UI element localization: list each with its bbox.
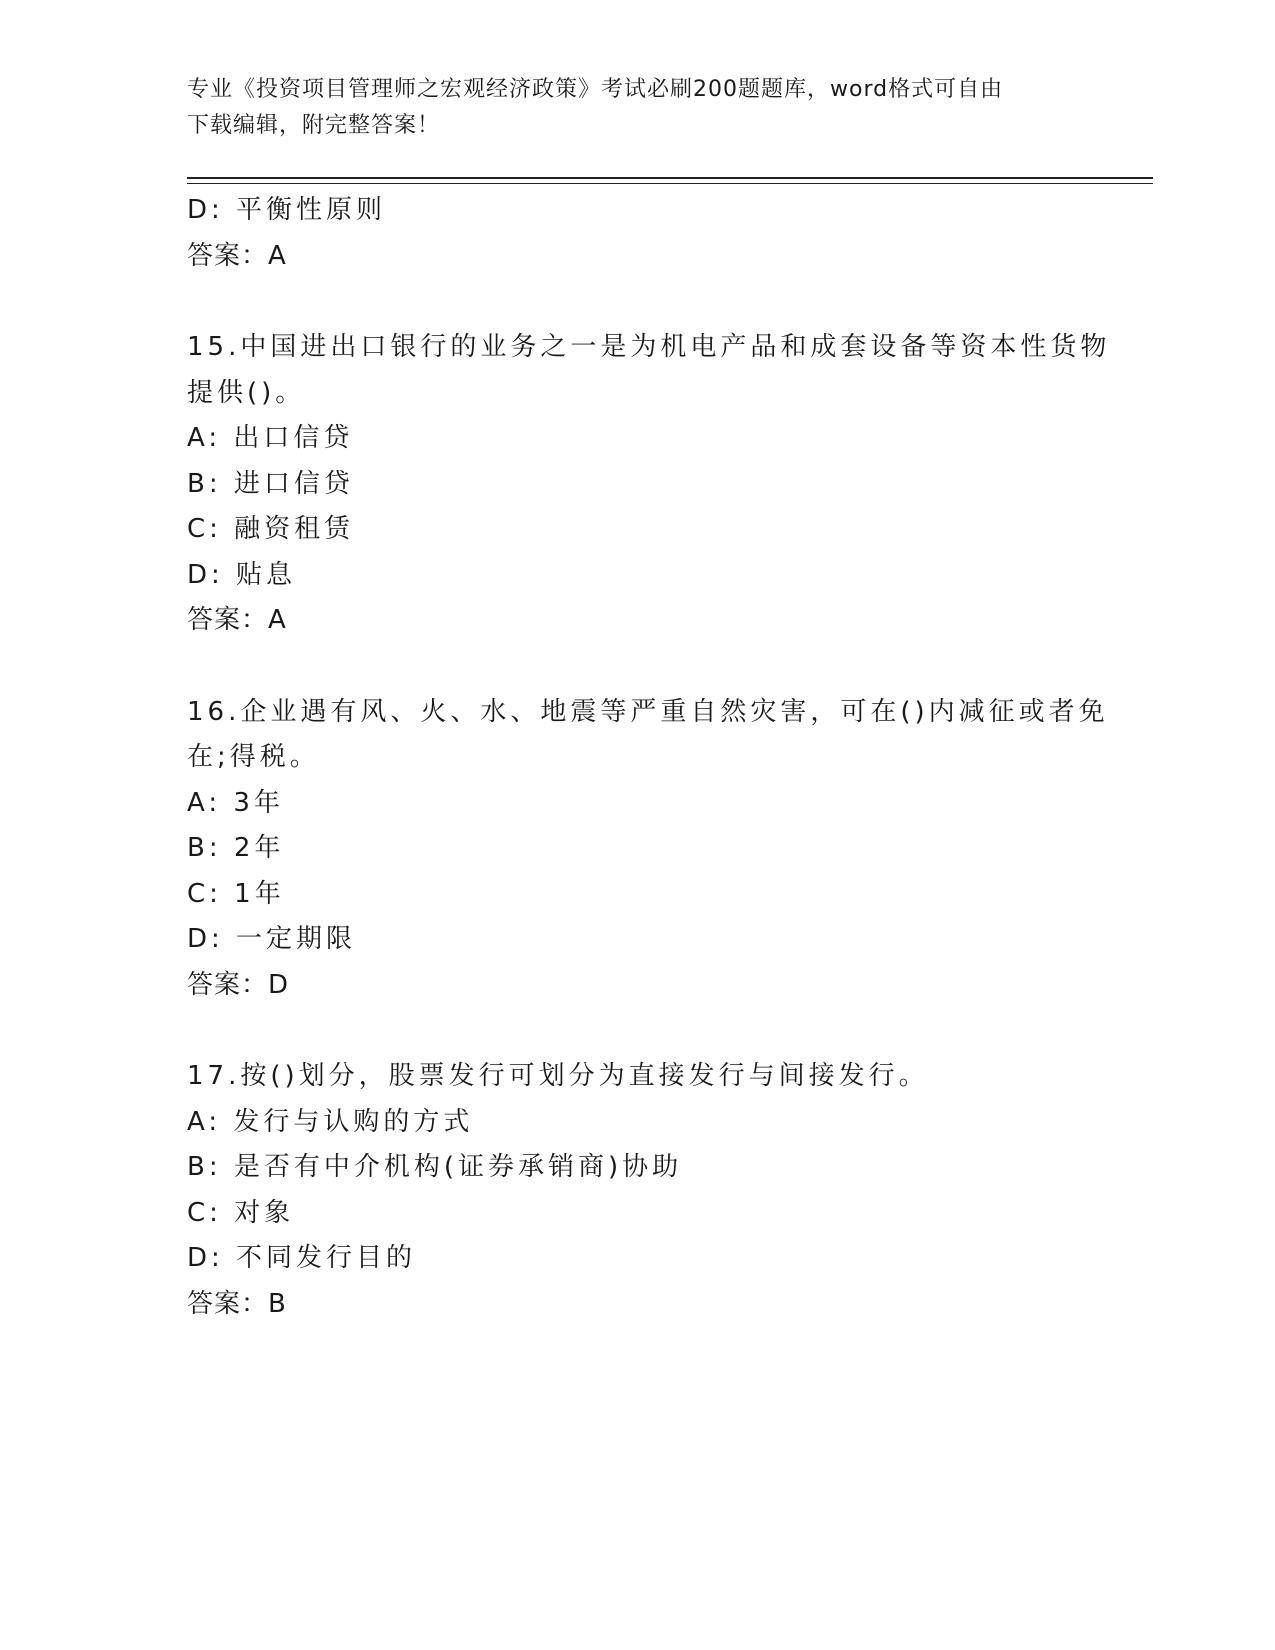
option-c: C: 融资租赁 <box>187 514 355 544</box>
header-divider-thin <box>187 183 1153 184</box>
option-c: C: 对象 <box>187 1197 295 1228</box>
question-list <box>187 188 1111 1327</box>
spacer <box>187 1008 1087 1054</box>
option-d: D: 不同发行目的 <box>187 1243 417 1273</box>
answer: 答案：B <box>187 1288 287 1319</box>
option-d: D: 贴息 <box>187 559 297 590</box>
option-b: B: 是否有中介机构(证券承销商)协助 <box>187 1152 683 1182</box>
option-a: A: 3年 <box>187 787 284 818</box>
option-a: A: 出口信贷 <box>187 423 354 453</box>
answer: 答案：D <box>187 969 290 1000</box>
question-17 <box>187 1054 1087 1327</box>
option-c: C: 1年 <box>187 878 285 909</box>
option-d: D: 一定期限 <box>187 924 357 954</box>
answer: 答案：A <box>187 240 287 271</box>
question-15 <box>187 325 1111 644</box>
question-stem-continued: 提供()。 <box>187 377 306 408</box>
option-a: A: 发行与认购的方式 <box>187 1106 474 1137</box>
question-stem-continued: 在;得税。 <box>187 742 320 772</box>
question-stem: 16.企业遇有风、火、水、地震等严重自然灾害，可在()内减征或者免 <box>187 696 1109 727</box>
question-stem: 15.中国进出口银行的业务之一是为机电产品和成套设备等资本性货物 <box>187 332 1111 362</box>
header-divider-thick <box>187 177 1153 179</box>
question-stem: 17.按()划分，股票发行可划分为直接发行与间接发行。 <box>187 1061 929 1091</box>
option-b: B: 进口信贷 <box>187 468 354 499</box>
option-b: B: 2年 <box>187 833 285 863</box>
header-line-2: 下载编辑，附完整答案！ <box>187 113 441 138</box>
header-line-1: 专业《投资项目管理师之宏观经济政策》考试必刷200题题库，word格式可自由 <box>187 77 1004 102</box>
spacer <box>187 279 1087 325</box>
answer: 答案：A <box>187 605 287 635</box>
spacer <box>187 644 1087 690</box>
option-d: D: 平衡性原则 <box>187 195 387 225</box>
document-header <box>187 72 1067 144</box>
question-16 <box>187 690 1109 1009</box>
question-14-tail <box>187 188 1087 279</box>
